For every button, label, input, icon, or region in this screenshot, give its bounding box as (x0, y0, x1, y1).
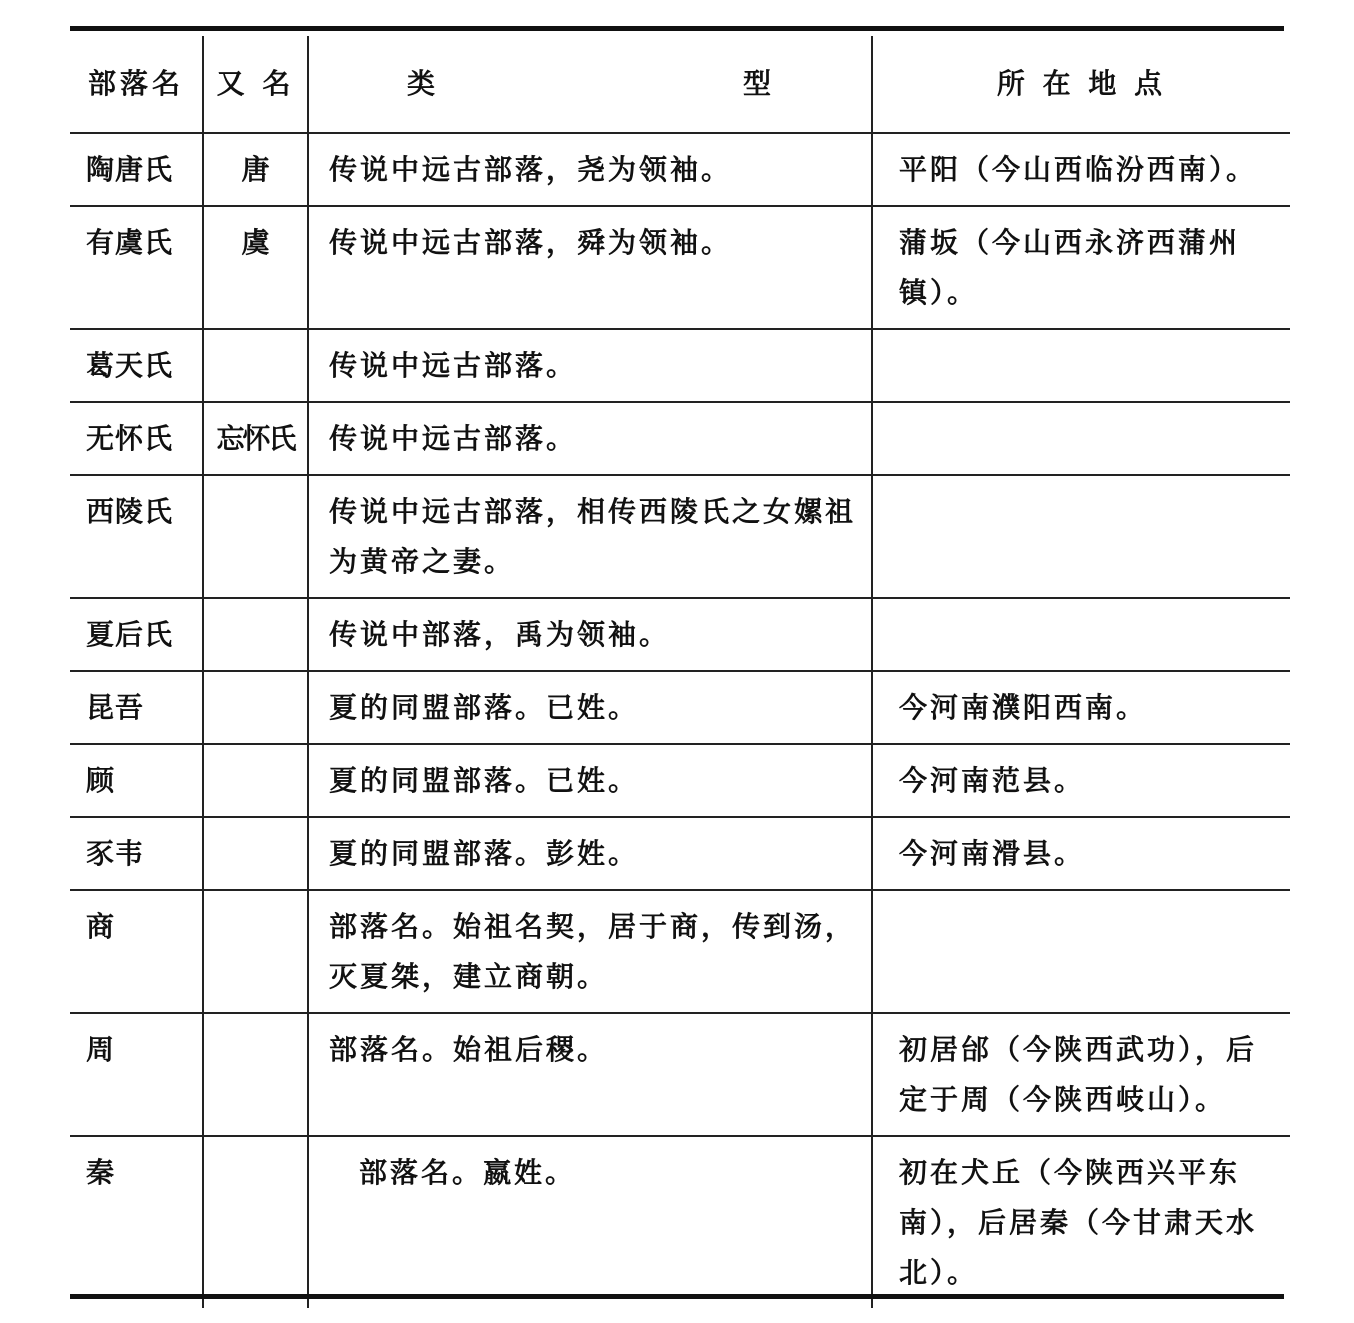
cell-type: 传说中远古部落。 (308, 402, 872, 475)
table-row (70, 1013, 1290, 1136)
table-row (70, 402, 1290, 475)
table-row (70, 890, 1290, 1013)
cell-alias (203, 1013, 308, 1136)
cell-alias (203, 890, 308, 1013)
cell-alias (203, 598, 308, 671)
header-tribe-name: 部落名 (70, 36, 203, 133)
header-type (308, 36, 872, 133)
table-row (70, 1136, 1290, 1308)
cell-name: 秦 (70, 1136, 203, 1308)
cell-alias: 唐 (203, 133, 308, 206)
cell-location: 蒲坂（今山西永济西蒲州镇）。 (872, 206, 1290, 329)
table-header-row (70, 36, 1290, 133)
cell-name: 陶唐氏 (70, 133, 203, 206)
cell-location: 今河南滑县。 (872, 817, 1290, 890)
cell-type: 部落名。始祖后稷。 (308, 1013, 872, 1136)
cell-alias (203, 817, 308, 890)
cell-type: 夏的同盟部落。彭姓。 (308, 817, 872, 890)
cell-location: 平阳（今山西临汾西南）。 (872, 133, 1290, 206)
cell-location (872, 475, 1290, 598)
header-alias: 又 名 (203, 36, 308, 133)
cell-type: 传说中远古部落，舜为领袖。 (308, 206, 872, 329)
header-type-right: 型 (742, 67, 775, 100)
table-row (70, 329, 1290, 402)
cell-name: 无怀氏 (70, 402, 203, 475)
table-row (70, 598, 1290, 671)
header-type-left: 类 (407, 67, 440, 100)
cell-name: 有虞氏 (70, 206, 203, 329)
cell-type: 传说中部落，禹为领袖。 (308, 598, 872, 671)
cell-name: 周 (70, 1013, 203, 1136)
table-top-rule (70, 26, 1284, 31)
cell-alias (203, 329, 308, 402)
cell-name: 昆吾 (70, 671, 203, 744)
cell-type-text: 部落名。嬴姓。 (359, 1156, 577, 1189)
cell-alias (203, 1136, 308, 1308)
cell-name: 夏后氏 (70, 598, 203, 671)
table-bottom-rule (70, 1294, 1284, 1299)
cell-alias: 虞 (203, 206, 308, 329)
cell-alias: 忘怀氏 (203, 402, 308, 475)
cell-alias (203, 744, 308, 817)
cell-location (872, 329, 1290, 402)
table-row (70, 133, 1290, 206)
table-row (70, 671, 1290, 744)
cell-name: 顾 (70, 744, 203, 817)
cell-name: 豕韦 (70, 817, 203, 890)
table-row (70, 206, 1290, 329)
tribe-table (70, 36, 1290, 1308)
cell-name: 商 (70, 890, 203, 1013)
cell-type: 夏的同盟部落。已姓。 (308, 671, 872, 744)
cell-alias (203, 671, 308, 744)
cell-location: 今河南范县。 (872, 744, 1290, 817)
cell-type: 传说中远古部落，相传西陵氏之女嫘祖为黄帝之妻。 (308, 475, 872, 598)
table-row (70, 744, 1290, 817)
cell-type: 夏的同盟部落。已姓。 (308, 744, 872, 817)
cell-location: 初在犬丘（今陕西兴平东南），后居秦（今甘肃天水北）。 (872, 1136, 1290, 1308)
cell-name: 葛天氏 (70, 329, 203, 402)
cell-type: 部落名。始祖名契，居于商，传到汤，灭夏桀，建立商朝。 (308, 890, 872, 1013)
cell-alias (203, 475, 308, 598)
cell-location (872, 402, 1290, 475)
cell-name: 西陵氏 (70, 475, 203, 598)
cell-location: 今河南濮阳西南。 (872, 671, 1290, 744)
cell-type: 传说中远古部落，尧为领袖。 (308, 133, 872, 206)
table-row (70, 475, 1290, 598)
table-row (70, 817, 1290, 890)
cell-location (872, 890, 1290, 1013)
header-location: 所 在 地 点 (872, 36, 1290, 133)
cell-type (308, 1136, 872, 1308)
cell-location: 初居邰（今陕西武功），后定于周（今陕西岐山）。 (872, 1013, 1290, 1136)
cell-type: 传说中远古部落。 (308, 329, 872, 402)
cell-location (872, 598, 1290, 671)
